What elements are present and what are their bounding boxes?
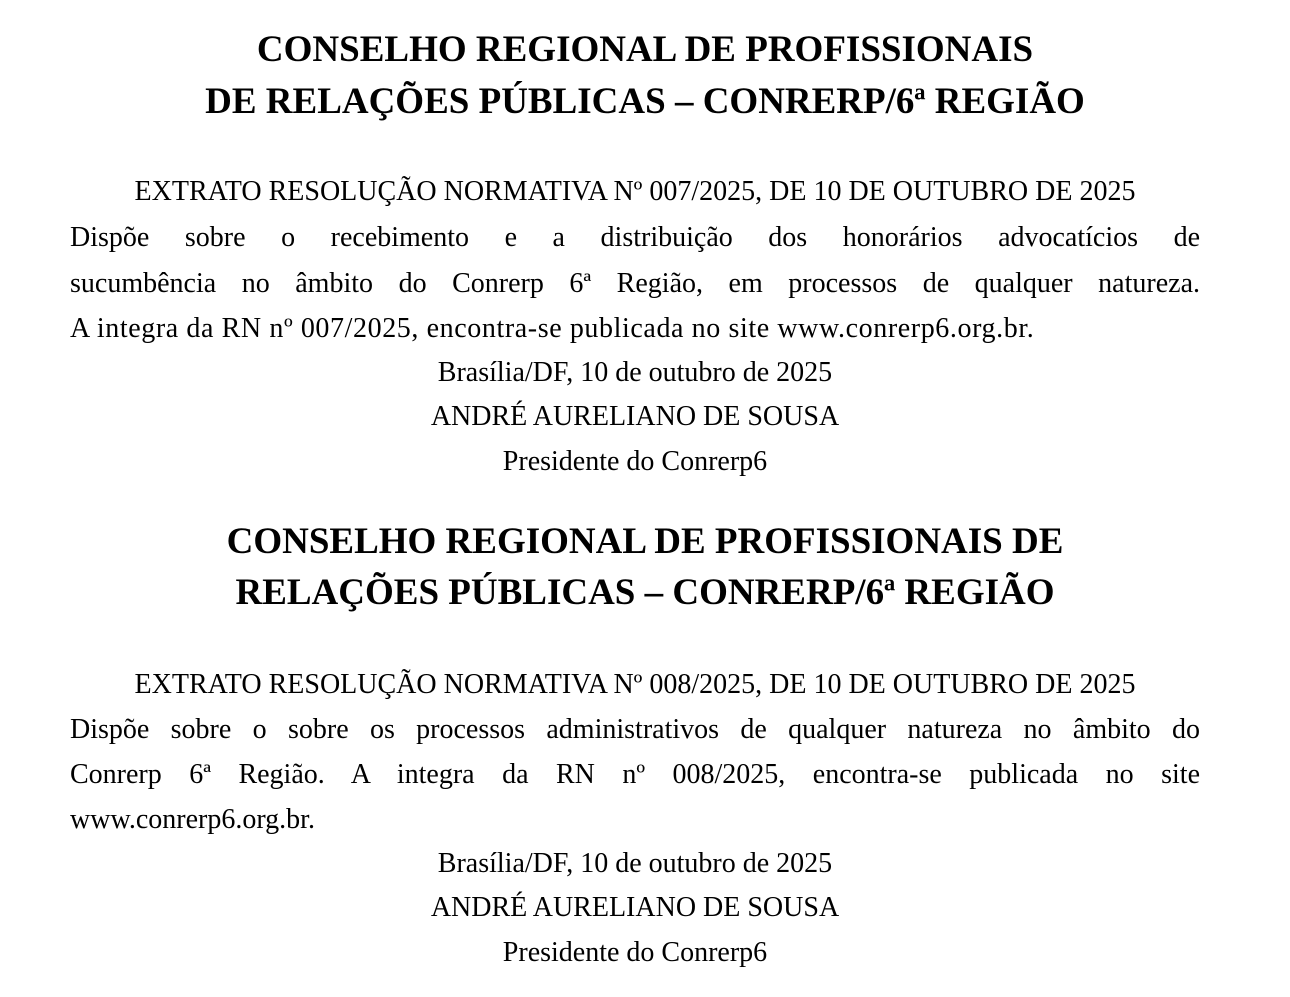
body-line: sucumbência no âmbito do Conrerp 6ª Região, em processos de qualquer natureza.: [70, 268, 1200, 299]
notice-title: CONSELHO REGIONAL DE PROFISSIONAIS DE: [226, 521, 1064, 562]
signer-name: ANDRÉ AURELIANO DE SOUSA: [430, 892, 840, 923]
signer-role: Presidente do Conrerp6: [502, 446, 768, 477]
place-date: Brasília/DF, 10 de outubro de 2025: [437, 357, 833, 388]
signer-role: Presidente do Conrerp6: [502, 937, 768, 968]
notice-title: RELAÇÕES PÚBLICAS – CONRERP/6ª REGIÃO: [235, 572, 1055, 613]
body-line: Dispõe sobre o sobre os processos administrativos de qualquer natureza no âmbito do: [70, 714, 1200, 745]
signer-name: ANDRÉ AURELIANO DE SOUSA: [430, 401, 840, 432]
body-line: Conrerp 6ª Região. A integra da RN nº 008/2025, encontra-se publicada no site: [70, 759, 1200, 790]
body-line: Dispõe sobre o recebimento e a distribuição dos honorários advocatícios de: [70, 222, 1200, 253]
place-date: Brasília/DF, 10 de outubro de 2025: [437, 848, 833, 879]
body-line: www.conrerp6.org.br.: [70, 804, 315, 835]
notice-title: CONSELHO REGIONAL DE PROFISSIONAIS: [256, 29, 1034, 70]
resolution-heading: EXTRATO RESOLUÇÃO NORMATIVA Nº 007/2025, DE 10 DE OUTUBRO DE 2025: [134, 176, 1136, 207]
notice-title: DE RELAÇÕES PÚBLICAS – CONRERP/6ª REGIÃO: [205, 81, 1085, 122]
body-line: A integra da RN nº 007/2025, encontra-se publicada no site www.conrerp6.org.br.: [70, 313, 1035, 344]
resolution-heading: EXTRATO RESOLUÇÃO NORMATIVA Nº 008/2025, DE 10 DE OUTUBRO DE 2025: [134, 669, 1136, 700]
